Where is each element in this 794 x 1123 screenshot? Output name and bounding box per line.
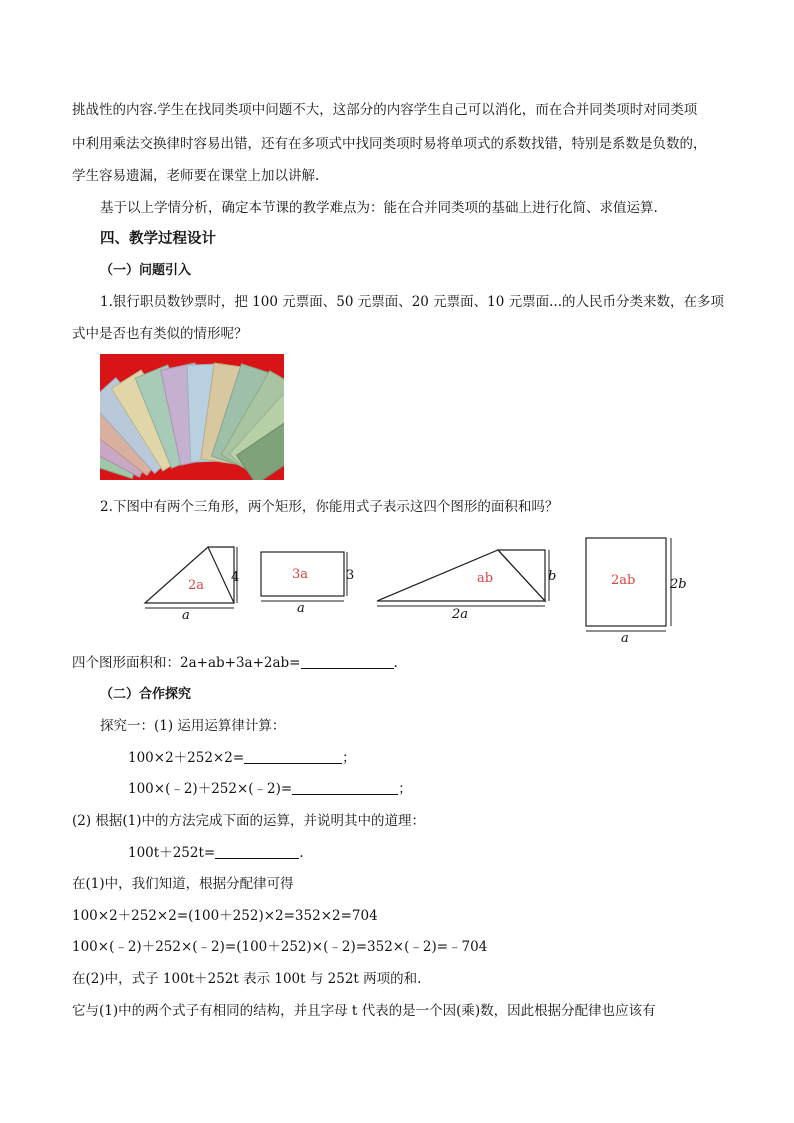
calc-1-text: 100×2＋252×2= [128,750,245,766]
figure-3-triangle [377,550,556,622]
explanation-line: 在(2)中，式子 100t＋252t 表示 100t 与 252t 两项的和. [72,971,422,987]
explore-1-title: 探究一：(1) 运用运算律计算： [100,718,286,734]
paragraph-line: 中利用乘法交换律时容易出错，还有在多项式中找同类项时易将单项式的系数找错，特别是系数是负数的， [72,136,707,152]
figure-2-base-label: a [297,601,305,616]
figure-4-rectangle [586,538,687,645]
subsection-title: （二）合作探究 [100,687,192,702]
area-figures [140,530,700,645]
equation-line: 100×(﹣2)＋252×(﹣2)=(100＋252)×(﹣2)=352×(﹣2)=﹣704 [72,939,488,955]
banknote-fan-image [100,354,284,480]
period: . [299,845,304,861]
figure-4-base-label: a [621,631,629,645]
calc-line-3 [128,843,788,863]
figure-1-base-label: a [182,608,190,623]
semicolon: ； [342,750,356,766]
answer-blank[interactable] [215,844,299,859]
answer-blank[interactable] [244,749,342,764]
explanation-line: 在(1)中，我们知道，根据分配律可得 [72,876,294,892]
paragraph-line: 学生容易遗漏，老师要在课堂上加以讲解. [72,168,320,184]
figure-3-area-label: ab [477,571,494,586]
figure-2-rectangle [261,552,354,616]
paragraph-difficulty: 基于以上学情分析，确定本节课的教学难点为：能在合并同类项的基础上进行化简、求值运算. [100,200,658,216]
question-2: 2.下图中有两个三角形，两个矩形，你能用式子表示这四个图形的面积和吗？ [100,499,559,515]
figure-4-height-label: 2b [670,577,687,592]
figure-4-area-label: 2ab [611,573,636,588]
answer-blank[interactable] [301,654,394,669]
part-2-instruction: (2) 根据(1)中的方法完成下面的运算，并说明其中的道理： [72,813,426,829]
paragraph-line: 挑战性的内容.学生在找同类项中问题不大，这部分的内容学生自己可以消化，而在合并同类项时对同类项 [72,102,698,118]
question-1-line: 式中是否也有类似的情形呢？ [72,326,248,342]
calc-3-text: 100t＋252t= [128,845,216,861]
figure-3-base-label: 2a [452,607,469,622]
calc-2-text: 100×(﹣2)＋252×(﹣2)= [128,781,293,797]
area-sum-text: 四个图形面积和：2a+ab+3a+2ab= [72,655,301,671]
figure-2-area-label: 3a [292,567,309,582]
calc-line-2 [128,779,788,799]
figure-1-area-label: 2a [188,578,205,593]
calc-line-1 [128,748,788,768]
figure-3-height-label: b [548,569,557,584]
figure-1-triangle [145,547,239,623]
figure-2-height-label: 3 [346,568,355,583]
question-1-line: 1.银行职员数钞票时，把 100 元票面、50 元票面、20 元票面、10 元票面...的人民币分类来数，在多项 [100,294,725,310]
section-title: 四、教学过程设计 [100,231,216,247]
equation-line: 100×2＋252×2=(100＋252)×2=352×2=704 [72,908,378,924]
subsection-title: （一）问题引入 [100,263,192,278]
semicolon: ； [398,781,412,797]
explanation-line: 它与(1)中的两个式子有相同的结构，并且字母 t 代表的是一个因(乘)数，因此根据分配律也应该有 [72,1003,656,1019]
area-sum-line [72,653,732,673]
period: . [393,655,398,671]
figure-1-height-label: 4 [231,570,240,585]
answer-blank[interactable] [292,780,398,795]
